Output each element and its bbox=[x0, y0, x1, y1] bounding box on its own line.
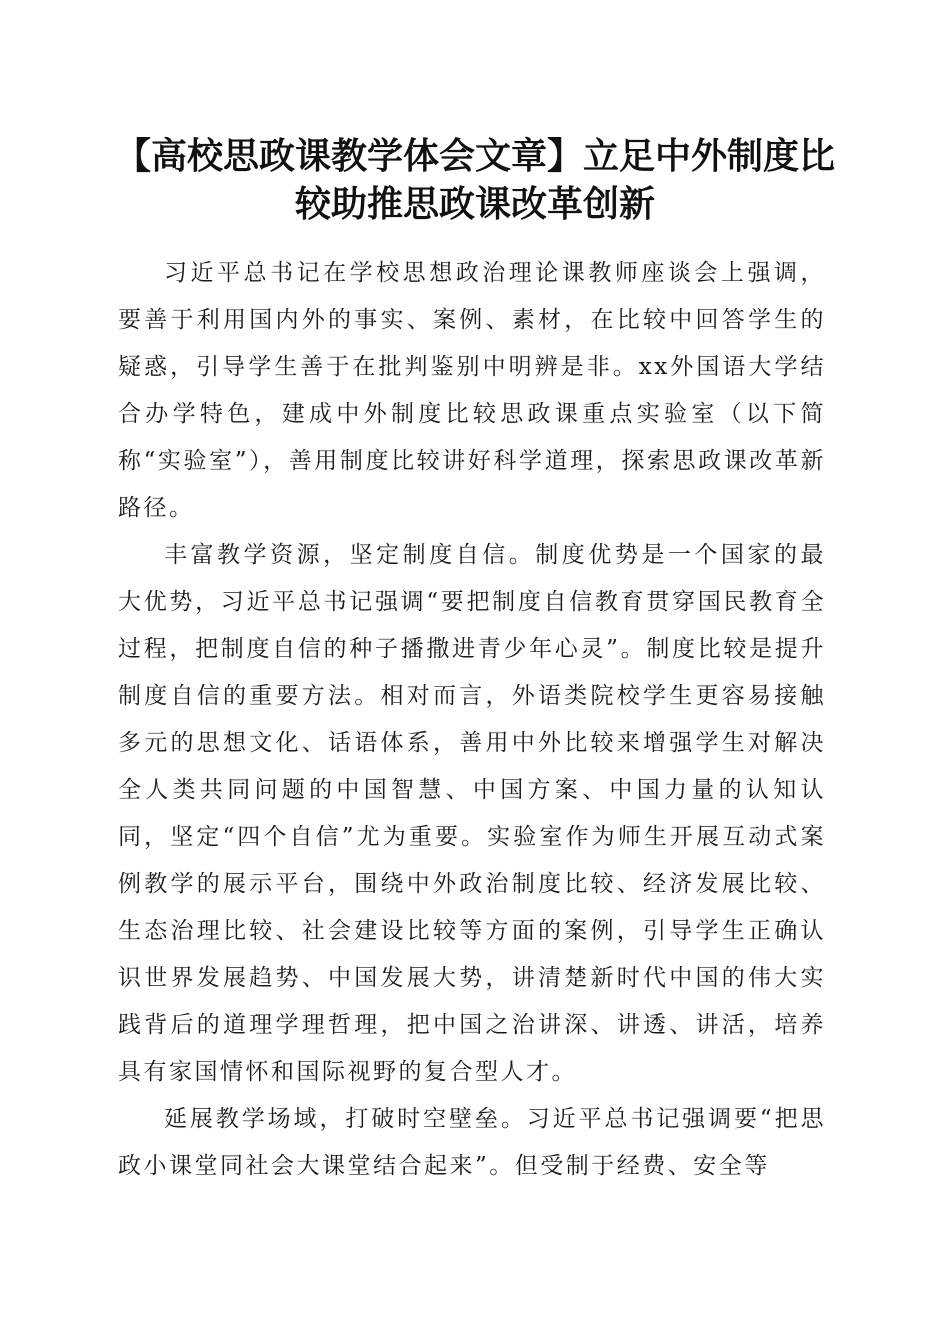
document-title bbox=[100, 132, 850, 228]
title-line-2: 较助推思政课改革创新 bbox=[294, 183, 655, 225]
paragraph-intro: 习近平总书记在学校思想政治理论课教师座谈会上强调，要善于利用国内外的事实、案例、素材，在比较中回答学生的疑惑，引导学生善于在批判鉴别中明辨是非。xx外国语大学结合办学特色，建成中外制度比较思政课重点实验室（以下简称“实验室”），善用制度比较讲好科学道理，探索思政课改革新路径。 bbox=[118, 260, 826, 521]
title-line-1: 【高校思政课教学体会文章】立足中外制度比 bbox=[114, 135, 835, 177]
document-body bbox=[118, 250, 826, 1190]
paragraph-teaching-resources: 丰富教学资源，坚定制度自信。制度优势是一个国家的最大优势，习近平总书记强调“要把制度自信教育贯穿国民教育全过程，把制度自信的种子播撒进青少年心灵”。制度比较是提升制度自信的重要方法。相对而言，外语类院校学生更容易接触多元的思想文化、话语体系，善用中外比较来增强学生对解决全人类共同问题的中国智慧、中国方案、中国力量的认知认同，坚定“四个自信”尤为重要。实验室作为师生开展互动式案例教学的展示平台，围绕中外政治制度比较、经济发展比较、生态治理比较、社会建设比较等方面的案例，引导学生正确认识世界发展趋势、中国发展大势，讲清楚新时代中国的伟大实践背后的道理学理哲理，把中国之治讲深、讲透、讲活，培养具有家国情怀和国际视野的复合型人才。 bbox=[118, 542, 826, 1085]
paragraph-teaching-field: 延展教学场域，打破时空壁垒。习近平总书记强调要“把思政小课堂同社会大课堂结合起来”。但受制于经费、安全等 bbox=[118, 1106, 826, 1179]
